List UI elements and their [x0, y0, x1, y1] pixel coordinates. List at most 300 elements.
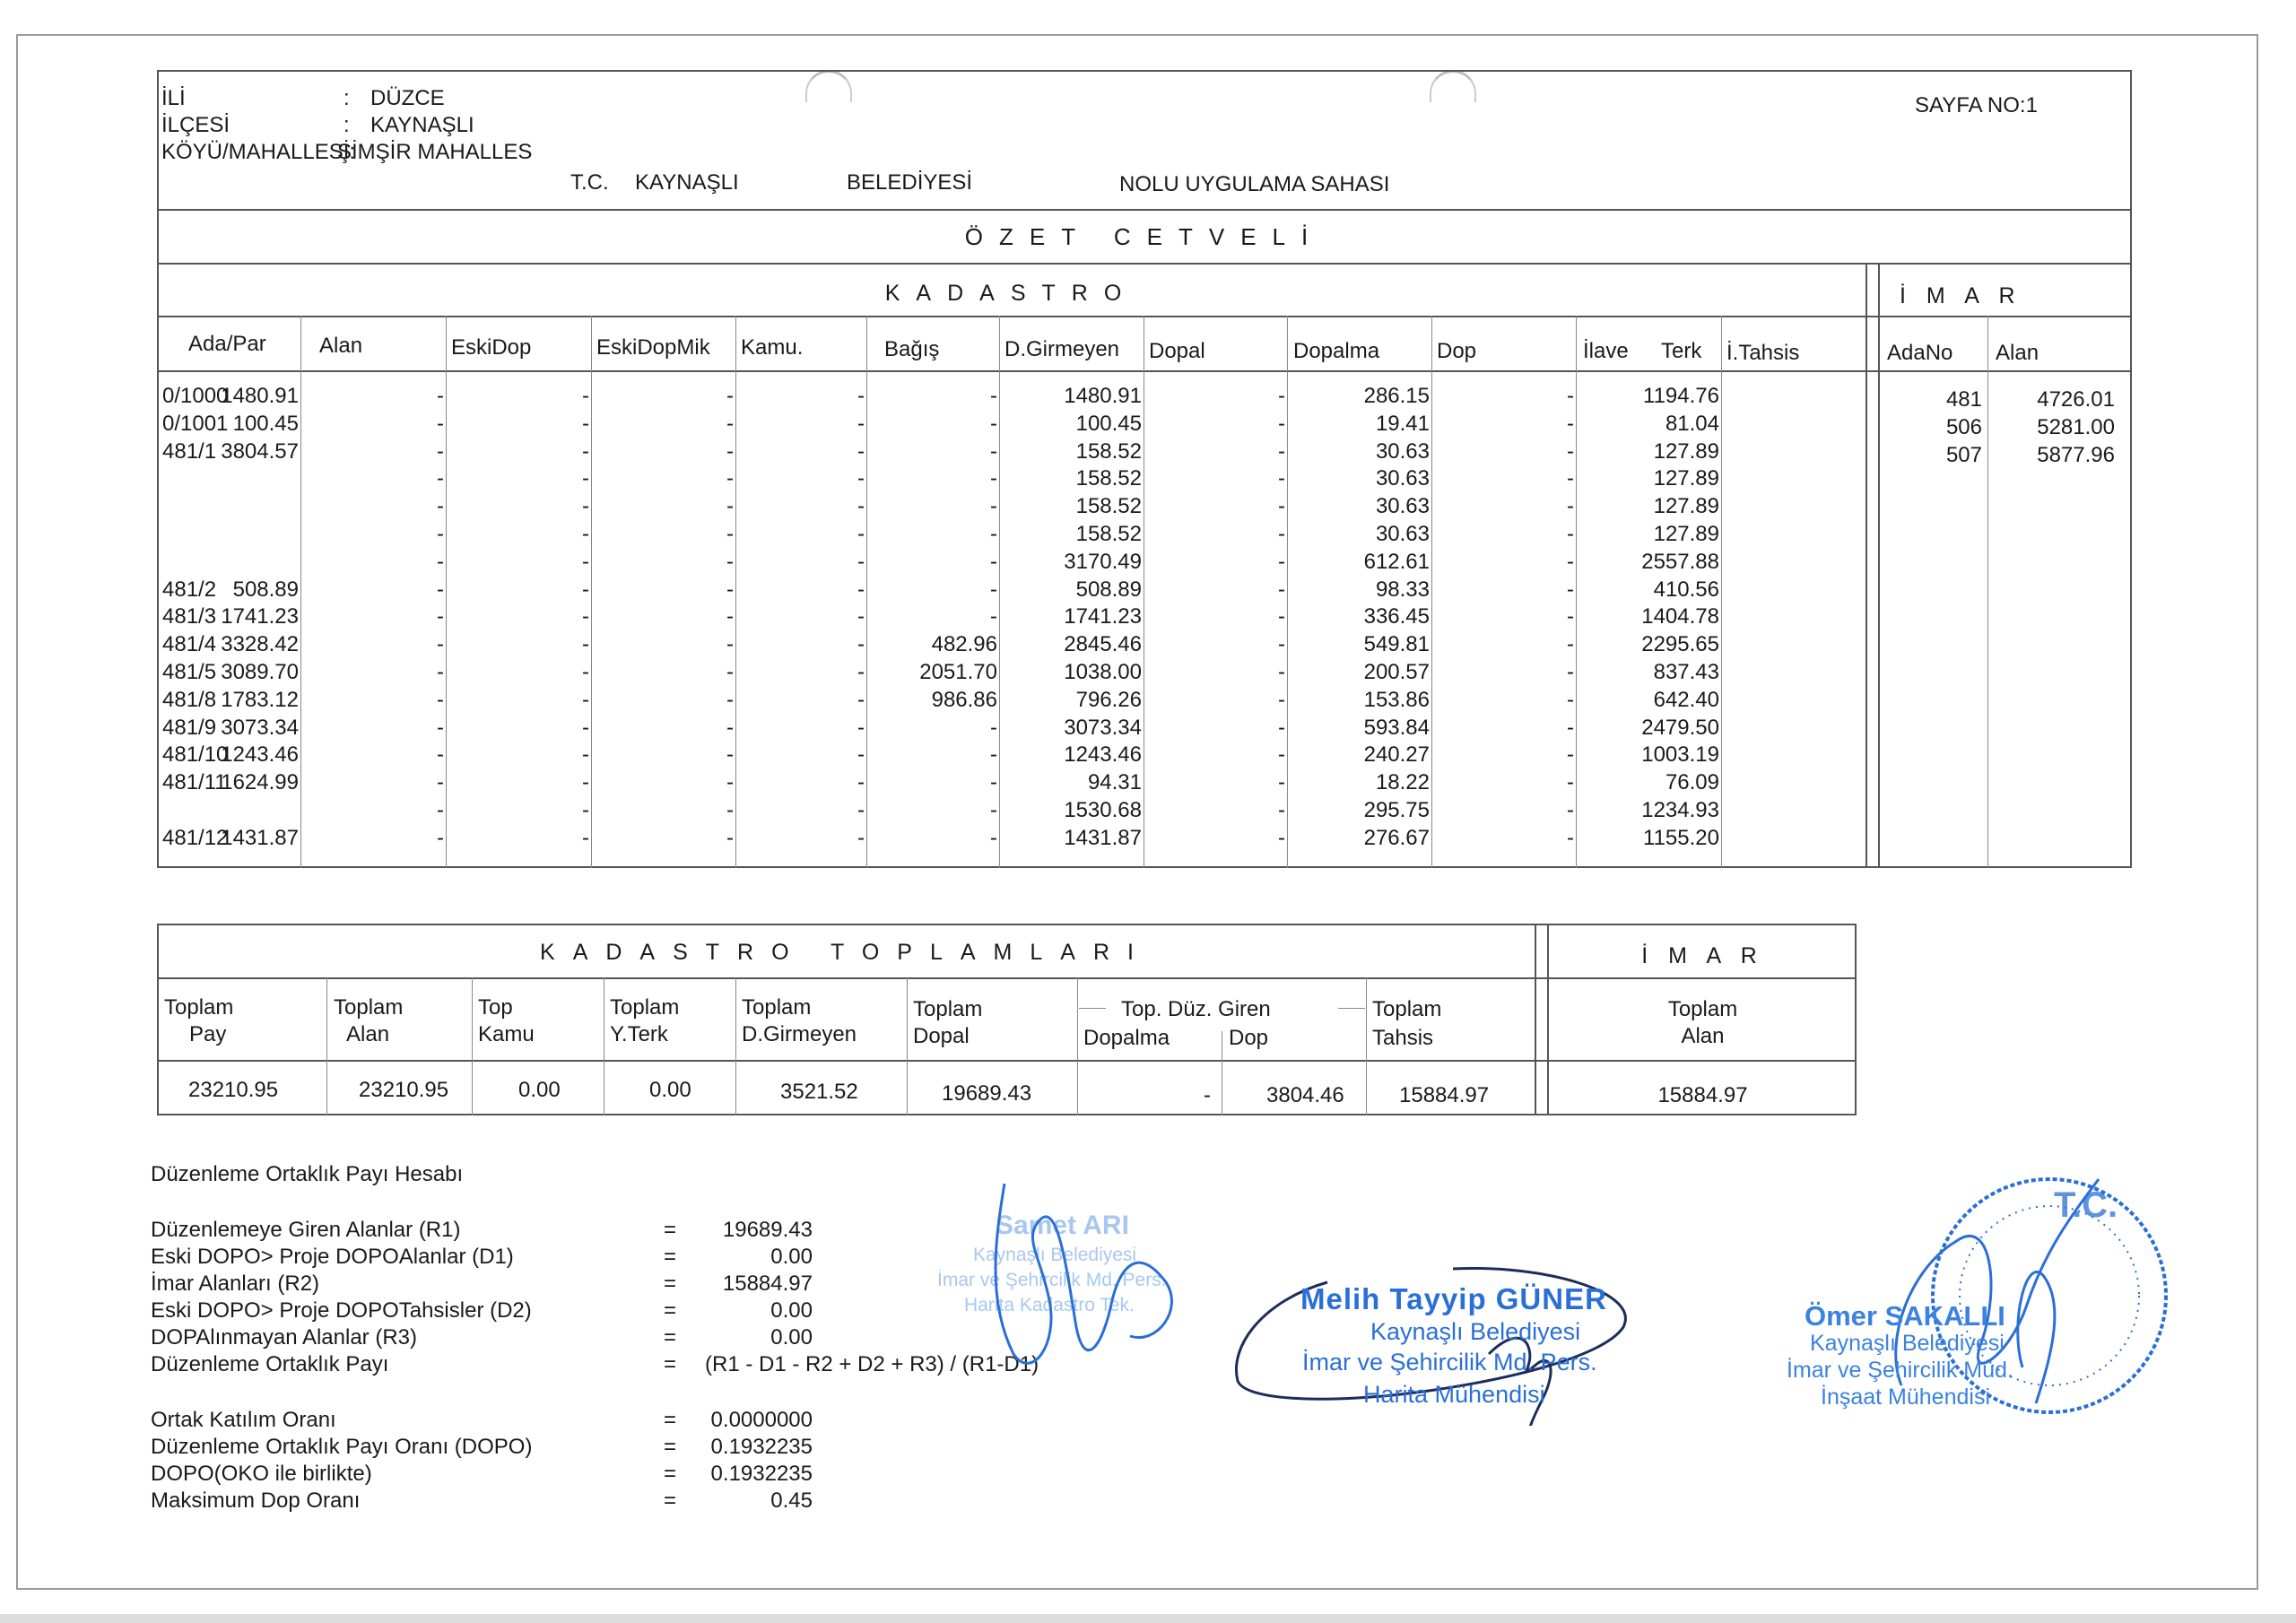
tot-yterk: 0.00 [649, 1078, 691, 1102]
row-alan-cell: 3073.34 [221, 715, 299, 740]
row-itahsis-cell: 127.89 [1653, 522, 1719, 546]
row-itahsis-cell: 837.43 [1653, 660, 1719, 684]
row-dgirmeyen-cell: - [990, 798, 997, 822]
row-dop-cell: 30.63 [1375, 438, 1430, 464]
row-dopalma-cell: - [1278, 438, 1285, 464]
imar-row-adano-cell: 481 [1945, 387, 1982, 412]
col-header-itahsis: İ.Tahsis [1726, 341, 1800, 365]
stamp-samet-l2: İmar ve Şehircilik Md. Pers. [937, 1270, 1167, 1290]
divider [1576, 316, 1577, 868]
row-dopal-cell: 1530.68 [1064, 798, 1142, 822]
row-terk-cell: - [1567, 632, 1574, 657]
col-header-ilave: İlave [1583, 339, 1629, 363]
col-header-imar-alan: Alan [1996, 341, 2039, 365]
calc-label: Düzenleme Ortaklık Payı Oranı (DOPO) [151, 1435, 533, 1459]
row-eskidop-cell: - [437, 798, 444, 822]
tot-toplam-alan: 23210.95 [359, 1078, 449, 1102]
stamp-melih-name: Melih Tayyip GÜNER [1300, 1282, 1607, 1315]
row-dopal-cell: 158.52 [1075, 466, 1142, 491]
row-kamu-cell: - [726, 687, 734, 712]
row-itahsis-cell: 76.09 [1665, 770, 1719, 795]
row-kamu-cell: - [726, 660, 734, 684]
row-dopalma-cell: - [1278, 660, 1285, 684]
row-dgirmeyen-cell: - [990, 770, 997, 795]
col-header-bagis: Bağış [884, 337, 940, 361]
row-eskidop-cell: - [437, 825, 444, 850]
tot-h-alan-1: Toplam [334, 995, 404, 1020]
row-eskidop-cell: - [437, 466, 444, 491]
calc-equals: = [664, 1435, 677, 1459]
row-terk-cell: - [1567, 825, 1574, 850]
row-dopalma-cell: - [1278, 687, 1285, 712]
signature-samet [933, 1166, 1220, 1399]
divider [866, 316, 867, 868]
row-terk-cell: - [1567, 687, 1574, 712]
divider [157, 370, 2132, 372]
calc-label: Ortak Katılım Oranı [151, 1408, 336, 1432]
row-dgirmeyen-cell: - [990, 715, 997, 740]
row-adapar-cell: 481/9 [162, 715, 217, 740]
row-eskidop-cell: - [437, 604, 444, 629]
row-bagis-cell: - [857, 549, 865, 574]
row-kamu-cell: - [726, 577, 734, 602]
row-dopal-cell: 1431.87 [1064, 825, 1142, 850]
row-alan-cell: 1624.99 [221, 770, 299, 795]
calc-value: 0.00 [770, 1298, 813, 1323]
tot-h-topduz: Top. Düz. Giren [1121, 997, 1271, 1021]
divider [157, 977, 1857, 979]
calc-value: 0.00 [770, 1325, 813, 1350]
row-adapar-cell: 481/8 [162, 687, 217, 712]
row-dgirmeyen-cell: - [990, 494, 997, 519]
row-dopalma-cell: - [1278, 825, 1285, 850]
tot-top-kamu: 0.00 [518, 1078, 561, 1102]
row-eskidopmik-cell: - [582, 687, 589, 712]
row-dopal-cell: 158.52 [1075, 438, 1142, 464]
row-dopalma-cell: - [1278, 522, 1285, 546]
row-kamu-cell: - [726, 522, 734, 546]
row-eskidop-cell: - [437, 577, 444, 602]
row-adapar-cell: 481/10 [162, 742, 229, 768]
tot-h-kamu-2: Kamu [478, 1022, 535, 1046]
row-bagis-cell: - [857, 384, 865, 408]
row-adapar-cell: 481/12 [162, 825, 229, 850]
row-alan-cell: 100.45 [232, 411, 299, 436]
row-terk-cell: - [1567, 411, 1574, 436]
row-terk-cell: - [1567, 742, 1574, 768]
row-itahsis-cell: 2295.65 [1641, 632, 1719, 657]
calc-equals: = [664, 1245, 677, 1269]
tot-h-dgir-2: D.Girmeyen [742, 1022, 857, 1046]
row-dopalma-cell: - [1278, 742, 1285, 768]
row-itahsis-cell: 1194.76 [1643, 384, 1719, 408]
calc-value: 15884.97 [722, 1271, 813, 1296]
row-itahsis-cell: 127.89 [1653, 438, 1719, 464]
row-dop-cell: 30.63 [1375, 522, 1430, 546]
tot-h-imar-2: Alan [1681, 1024, 1725, 1048]
row-terk-cell: - [1567, 384, 1574, 408]
stamp-melih-l3: Harita Mühendisi [1363, 1381, 1545, 1408]
row-alan-cell: 3328.42 [221, 632, 299, 657]
row-kamu-cell: - [726, 604, 734, 629]
row-terk-cell: - [1567, 660, 1574, 684]
tot-dopal: 19689.43 [942, 1081, 1032, 1106]
tot-h-tahsis-2: Tahsis [1372, 1026, 1434, 1050]
imar-row-alan-cell: 5877.96 [2037, 442, 2115, 467]
row-dopal-cell: 1038.00 [1064, 660, 1142, 684]
row-kamu-cell: - [726, 715, 734, 740]
divider [1721, 316, 1722, 868]
row-dgirmeyen-cell: - [990, 384, 997, 408]
koy-label: KÖYÜ/MAHALLESİ: [161, 140, 356, 164]
row-dopalma-cell: - [1278, 549, 1285, 574]
row-kamu-cell: - [726, 384, 734, 408]
row-eskidopmik-cell: - [582, 494, 589, 519]
row-dop-cell: 549.81 [1363, 632, 1430, 657]
divider [1079, 1008, 1106, 1009]
row-eskidopmik-cell: - [582, 798, 589, 822]
row-dop-cell: 240.27 [1363, 742, 1430, 768]
tot-h-alan-2: Alan [346, 1022, 390, 1046]
row-dgirmeyen-cell: - [990, 604, 997, 629]
il-sep: : [344, 86, 350, 110]
tot-h-dopal-1: Toplam [913, 997, 983, 1021]
row-dopalma-cell: - [1278, 770, 1285, 795]
row-itahsis-cell: 642.40 [1653, 687, 1719, 712]
row-dopalma-cell: - [1278, 798, 1285, 822]
row-itahsis-cell: 1404.78 [1641, 604, 1719, 629]
row-terk-cell: - [1567, 604, 1574, 629]
row-adapar-cell: 481/11 [162, 770, 227, 795]
row-dopal-cell: 3073.34 [1064, 715, 1142, 740]
row-dgirmeyen-cell: - [990, 825, 997, 850]
row-alan-cell: 1741.23 [221, 604, 299, 629]
divider [907, 977, 908, 1115]
belediye-label: BELEDİYESİ [847, 170, 973, 195]
row-dop-cell: 336.45 [1363, 604, 1430, 629]
row-kamu-cell: - [726, 742, 734, 768]
row-eskidopmik-cell: - [582, 604, 589, 629]
row-eskidopmik-cell: - [582, 660, 589, 684]
row-eskidopmik-cell: - [582, 742, 589, 768]
calc-label: Düzenlemeye Giren Alanlar (R1) [151, 1218, 461, 1242]
calc-value: 19689.43 [722, 1218, 813, 1242]
row-dopalma-cell: - [1278, 632, 1285, 657]
row-dgirmeyen-cell: 986.86 [931, 687, 997, 712]
calc-equals: = [664, 1271, 677, 1296]
row-dgirmeyen-cell: - [990, 466, 997, 491]
calc-value: 0.0000000 [710, 1408, 813, 1432]
page-title: ÖZET CETVELİ [964, 223, 1325, 250]
row-itahsis-cell: 81.04 [1665, 411, 1719, 436]
row-dop-cell: 18.22 [1375, 770, 1430, 795]
row-kamu-cell: - [726, 466, 734, 491]
row-itahsis-cell: 1155.20 [1643, 825, 1719, 850]
row-eskidop-cell: - [437, 438, 444, 464]
row-dgirmeyen-cell: - [990, 522, 997, 546]
stamp-samet-l3: Harita Kadastro Tek. [964, 1295, 1135, 1315]
col-header-alan: Alan [319, 334, 363, 358]
row-eskidop-cell: - [437, 660, 444, 684]
row-eskidop-cell: - [437, 687, 444, 712]
imar-row-alan-cell: 5281.00 [2037, 414, 2115, 439]
tot-h-pay-2: Pay [189, 1022, 227, 1046]
row-dopalma-cell: - [1278, 715, 1285, 740]
tot-h-dop: Dop [1229, 1026, 1269, 1050]
row-dopalma-cell: - [1278, 604, 1285, 629]
col-header-dopal: Dopal [1149, 339, 1205, 363]
col-header-adapar: Ada/Par [188, 332, 266, 356]
divider [735, 316, 736, 868]
calc-label: Eski DOPO> Proje DOPOAlanlar (D1) [151, 1245, 514, 1269]
calc-value: 0.1932235 [710, 1435, 813, 1459]
tot-h-pay-1: Toplam [164, 995, 234, 1020]
row-eskidopmik-cell: - [582, 384, 589, 408]
row-terk-cell: - [1567, 549, 1574, 574]
municipality-name: KAYNAŞLI [635, 170, 739, 195]
row-eskidop-cell: - [437, 494, 444, 519]
calc-label: Maksimum Dop Oranı [151, 1488, 361, 1513]
row-bagis-cell: - [857, 742, 865, 768]
divider [735, 977, 736, 1115]
row-dop-cell: 153.86 [1363, 687, 1430, 712]
row-bagis-cell: - [857, 494, 865, 519]
row-alan-cell: 1243.46 [221, 742, 299, 768]
row-kamu-cell: - [726, 632, 734, 657]
row-terk-cell: - [1567, 770, 1574, 795]
row-eskidopmik-cell: - [582, 522, 589, 546]
row-alan-cell: 3089.70 [221, 660, 299, 684]
tot-dgirmeyen: 3521.52 [780, 1080, 858, 1104]
tot-h-kamu-1: Top [478, 995, 513, 1020]
row-dgirmeyen-cell: - [990, 411, 997, 436]
row-alan-cell: 1783.12 [221, 687, 299, 712]
row-eskidopmik-cell: - [582, 770, 589, 795]
row-bagis-cell: - [857, 577, 865, 602]
row-terk-cell: - [1567, 577, 1574, 602]
row-eskidop-cell: - [437, 742, 444, 768]
row-dopalma-cell: - [1278, 494, 1285, 519]
col-header-dgirmeyen: D.Girmeyen [1004, 337, 1120, 361]
row-itahsis-cell: 2557.88 [1641, 549, 1719, 574]
divider [1287, 316, 1288, 868]
tot-dopalma: - [1204, 1083, 1211, 1107]
row-dop-cell: 30.63 [1375, 494, 1430, 519]
row-itahsis-cell: 127.89 [1653, 466, 1719, 491]
row-dgirmeyen-cell: 2051.70 [919, 660, 997, 684]
row-alan-cell: 508.89 [232, 577, 299, 602]
divider [157, 263, 2132, 265]
ilce-label: İLÇESİ [161, 113, 230, 137]
calc-equals: = [664, 1408, 677, 1432]
row-terk-cell: - [1567, 438, 1574, 464]
row-eskidop-cell: - [437, 632, 444, 657]
il-value: DÜZCE [370, 86, 445, 110]
stamp-samet-l1: Kaynaşlı Belediyesi [973, 1245, 1137, 1265]
divider [591, 316, 592, 868]
divider [1366, 977, 1367, 1115]
row-bagis-cell: - [857, 825, 865, 850]
row-eskidop-cell: - [437, 384, 444, 408]
row-dop-cell: 30.63 [1375, 466, 1430, 491]
calc-label: DOPAlınmayan Alanlar (R3) [151, 1325, 417, 1350]
stamp-melih-l2: İmar ve Şehircilik Md. Pers. [1302, 1349, 1597, 1376]
row-bagis-cell: - [857, 522, 865, 546]
row-adapar-cell: 481/5 [162, 660, 217, 684]
row-dopalma-cell: - [1278, 466, 1285, 491]
col-header-eskidopmik: EskiDopMik [596, 335, 710, 360]
row-eskidop-cell: - [437, 411, 444, 436]
stamp-omer-l3: İnşaat Mühendisi [1821, 1384, 1991, 1410]
row-eskidopmik-cell: - [582, 411, 589, 436]
stamp-omer-l1: Kaynaşlı Belediyesi [1810, 1331, 2005, 1356]
col-header-dop: Dop [1437, 339, 1477, 363]
calc-label: İmar Alanları (R2) [151, 1271, 320, 1296]
row-bagis-cell: - [857, 438, 865, 464]
row-bagis-cell: - [857, 687, 865, 712]
tot-h-yterk-2: Y.Terk [610, 1022, 668, 1046]
row-dop-cell: 19.41 [1375, 411, 1430, 436]
divider [157, 1060, 1857, 1062]
row-kamu-cell: - [726, 549, 734, 574]
col-header-imar-adano: AdaNo [1887, 341, 1953, 365]
page-bottom-edge [0, 1614, 2296, 1623]
row-bagis-cell: - [857, 632, 865, 657]
imar-row-adano-cell: 506 [1945, 414, 1982, 439]
row-dop-cell: 98.33 [1375, 577, 1430, 602]
tot-h-tahsis-1: Toplam [1372, 997, 1442, 1021]
row-terk-cell: - [1567, 466, 1574, 491]
row-terk-cell: - [1567, 715, 1574, 740]
row-itahsis-cell: 127.89 [1653, 494, 1719, 519]
calc-value: (R1 - D1 - R2 + D2 + R3) / (R1-D1) [705, 1352, 1039, 1376]
row-dopal-cell: 158.52 [1075, 522, 1142, 546]
row-dgirmeyen-cell: 482.96 [931, 632, 997, 657]
row-itahsis-cell: 2479.50 [1641, 715, 1719, 740]
calc-title: Düzenleme Ortaklık Payı Hesabı [151, 1162, 464, 1186]
divider [1866, 263, 1867, 868]
divider [1431, 316, 1432, 868]
row-terk-cell: - [1567, 494, 1574, 519]
tc-label: T.C. [570, 170, 609, 195]
calc-equals: = [664, 1298, 677, 1323]
stamp-melih-l1: Kaynaşlı Belediyesi [1370, 1318, 1581, 1345]
row-eskidop-cell: - [437, 522, 444, 546]
row-dgirmeyen-cell: - [990, 742, 997, 768]
row-kamu-cell: - [726, 825, 734, 850]
totals-title: KADASTRO TOPLAMLARI [540, 940, 1152, 965]
calc-equals: = [664, 1462, 677, 1486]
row-dopal-cell: 158.52 [1075, 494, 1142, 519]
divider [1338, 1008, 1365, 1009]
row-dopalma-cell: - [1278, 411, 1285, 436]
tot-h-imar-1: Toplam [1667, 997, 1738, 1021]
row-dopal-cell: 1243.46 [1064, 742, 1142, 768]
row-alan-cell: 1431.87 [221, 825, 299, 850]
calc-label: Düzenleme Ortaklık Payı [151, 1352, 389, 1376]
imar-row-adano-cell: 507 [1945, 442, 1982, 467]
row-adapar-cell: 481/1 [162, 438, 217, 464]
row-alan-cell: 1480.91 [221, 384, 299, 408]
row-dgirmeyen-cell: - [990, 577, 997, 602]
divider [1878, 263, 1880, 868]
row-kamu-cell: - [726, 438, 734, 464]
row-itahsis-cell: 410.56 [1653, 577, 1719, 602]
col-header-dopalma: Dopalma [1293, 339, 1380, 363]
row-adapar-cell: 481/3 [162, 604, 217, 629]
row-eskidopmik-cell: - [582, 438, 589, 464]
col-header-terk: Terk [1661, 339, 1702, 363]
row-eskidop-cell: - [437, 549, 444, 574]
col-header-kamu: Kamu. [741, 335, 804, 360]
row-dop-cell: 295.75 [1363, 798, 1430, 822]
row-dop-cell: 612.61 [1363, 549, 1430, 574]
divider [326, 977, 327, 1115]
row-dopal-cell: 1741.23 [1064, 604, 1142, 629]
stamp-omer-name: Ömer SAKALLI [1805, 1300, 2005, 1332]
divider [157, 209, 2132, 211]
stamp-omer-l2: İmar ve Şehircilik Müd. [1787, 1358, 2013, 1383]
row-bagis-cell: - [857, 660, 865, 684]
row-dopal-cell: 508.89 [1075, 577, 1142, 602]
row-bagis-cell: - [857, 411, 865, 436]
row-kamu-cell: - [726, 770, 734, 795]
row-dop-cell: 276.67 [1363, 825, 1430, 850]
row-dopalma-cell: - [1278, 577, 1285, 602]
row-adapar-cell: 481/4 [162, 632, 217, 657]
row-dopal-cell: 3170.49 [1064, 549, 1142, 574]
seal-text: T.C. [2054, 1185, 2118, 1225]
row-eskidop-cell: - [437, 715, 444, 740]
uygulama-label: NOLU UYGULAMA SAHASI [1119, 172, 1390, 196]
row-bagis-cell: - [857, 715, 865, 740]
row-dopal-cell: 100.45 [1075, 411, 1142, 436]
row-dgirmeyen-cell: - [990, 549, 997, 574]
row-eskidopmik-cell: - [582, 466, 589, 491]
divider [157, 316, 2132, 317]
row-dgirmeyen-cell: - [990, 438, 997, 464]
calc-equals: = [664, 1488, 677, 1513]
calc-equals: = [664, 1218, 677, 1242]
row-terk-cell: - [1567, 798, 1574, 822]
imar-row-alan-cell: 4726.01 [2037, 387, 2115, 412]
row-itahsis-cell: 1003.19 [1641, 742, 1719, 768]
row-eskidopmik-cell: - [582, 577, 589, 602]
tot-h-dgir-1: Toplam [742, 995, 812, 1020]
calc-label: Eski DOPO> Proje DOPOTahsisler (D2) [151, 1298, 532, 1323]
calc-value: 0.45 [770, 1488, 813, 1513]
row-itahsis-cell: 1234.93 [1641, 798, 1719, 822]
row-bagis-cell: - [857, 604, 865, 629]
divider [999, 316, 1000, 868]
row-dop-cell: 200.57 [1363, 660, 1430, 684]
koy-value: ŞİMŞİR MAHALLES [337, 140, 533, 164]
tot-imar-alan: 15884.97 [1657, 1083, 1748, 1107]
kadastro-title: KADASTRO [884, 281, 1138, 306]
row-alan-cell: 3804.57 [221, 438, 299, 464]
tot-h-dopalma: Dopalma [1083, 1026, 1170, 1050]
row-dopal-cell: 94.31 [1087, 770, 1142, 795]
totals-imar-title: İ M A R [1641, 943, 1764, 968]
row-adapar-cell: 0/1001 [162, 411, 229, 436]
row-eskidop-cell: - [437, 770, 444, 795]
calc-value: 0.00 [770, 1245, 813, 1269]
row-dopal-cell: 2845.46 [1064, 632, 1142, 657]
tot-toplam-pay: 23210.95 [188, 1078, 279, 1102]
divider [472, 977, 473, 1115]
row-bagis-cell: - [857, 798, 865, 822]
divider [1987, 316, 1988, 868]
